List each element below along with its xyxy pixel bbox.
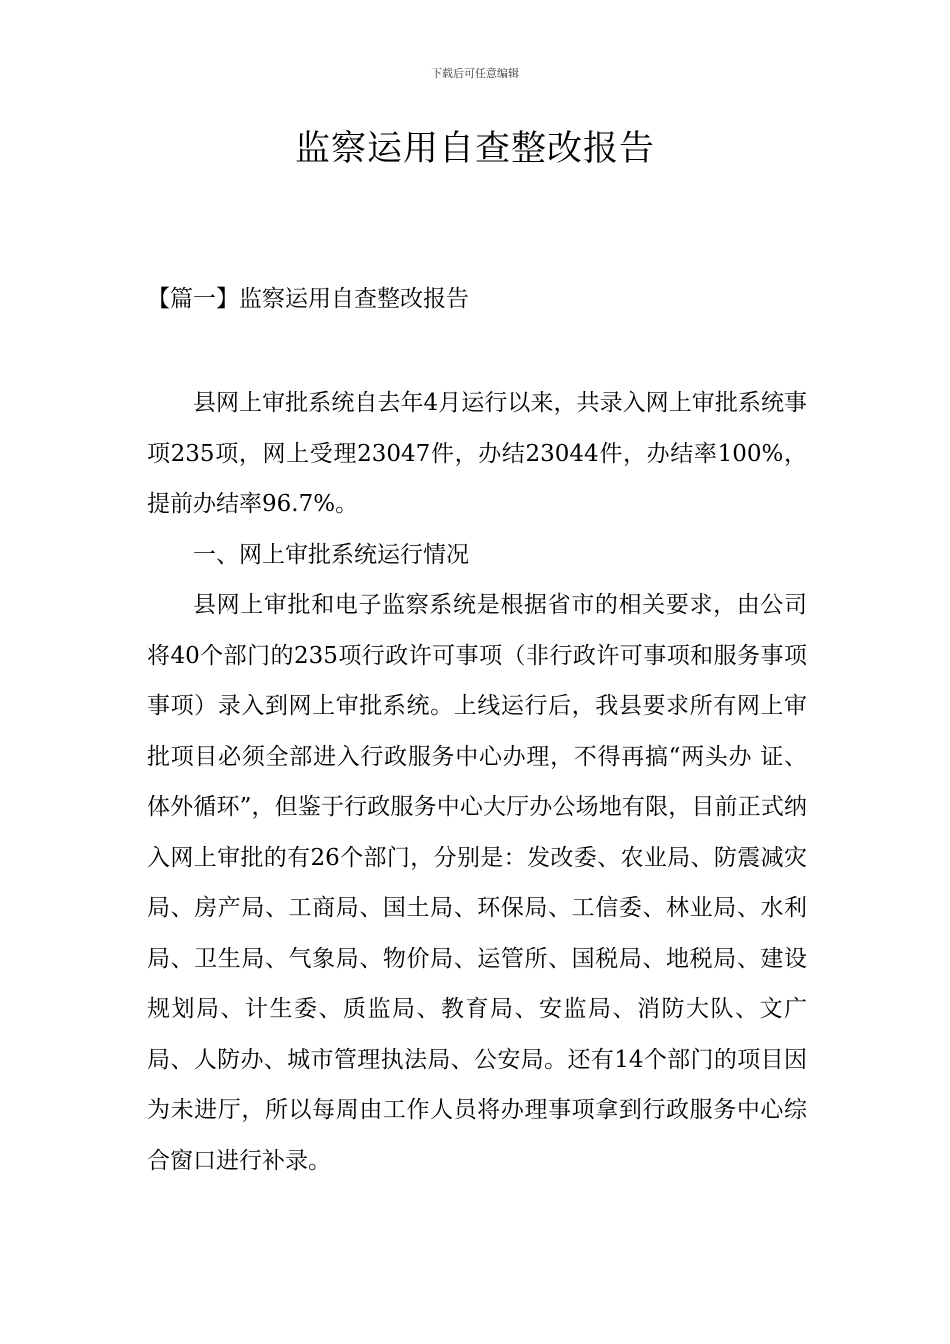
header-note: 下载后可任意编辑	[431, 67, 519, 80]
document-body	[147, 378, 807, 1186]
paragraph-subheading: 一、网上审批系统运行情况	[193, 541, 469, 568]
document-title: 监察运用自查整改报告	[294, 129, 655, 169]
section-heading: 【篇一】监察运用自查整改报告	[147, 286, 469, 312]
paragraph-summary: 县网上审批系统自去年4月运行以来，共录入网上审批系统事项235项，网上受理23047件，办结23044件，办结率100%，提前办结率96.7%。	[147, 390, 807, 517]
paragraph-system-status: 县网上审批和电子监察系统是根据省市的相关要求，由公司将40个部门的235项行政许可事项（非行政许可事项和服务事项事项）录入到网上审批系统。上线运行后，我县要求所有网上审批项目必须全部进入行政服务中心办理，不得再搞“两头办 证、体外循环”，但鉴于行政服务中心大厅办公场地有限，目前正式纳入网上审批的有26个部门，分别是：发改委、农业局、防震减灾局、房产局、工商局、国土局、环保局、工信委、林业局、水利局、卫生局、气象局、物价局、运管所、国税局、地税局、建设规划局、计生委、质监局、教育局、安监局、消防大队、文广局、人防办、城市管理执法局、公安局。还有14个部门的项目因为未进厅，所以每周由工作人员将办理事项拿到行政服务中心综合窗口进行补录。	[147, 592, 807, 1174]
